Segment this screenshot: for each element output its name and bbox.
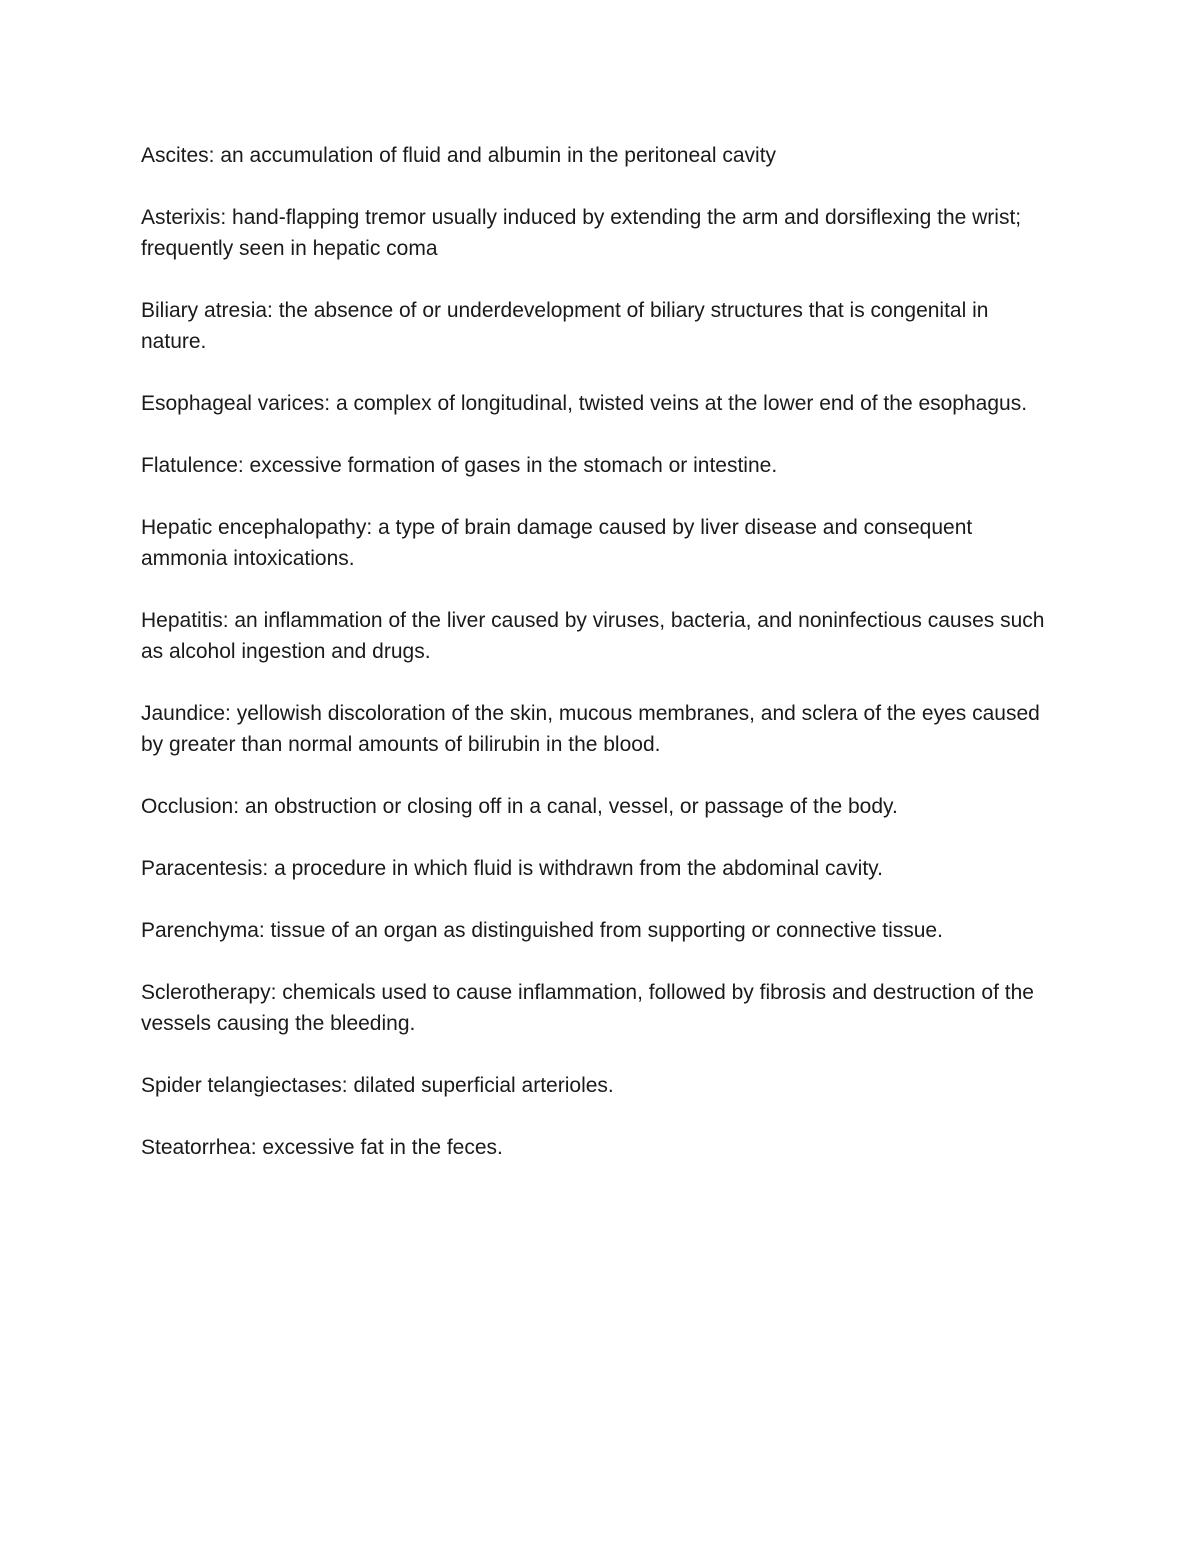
- definition-flatulence: Flatulence: excessive formation of gases in the stomach or intestine.: [141, 454, 778, 477]
- definition-parenchyma: Parenchyma: tissue of an organ as distinguished from supporting or connective tissue.: [141, 919, 943, 942]
- definition-hepatic-encephalopathy: Hepatic encephalopathy: a type of brain damage caused by liver disease and consequent ammonia intoxications.: [141, 516, 973, 570]
- definition-asterixis: Asterixis: hand-flapping tremor usually induced by extending the arm and dorsiflexing the wrist; frequently seen in hepatic coma: [141, 206, 1022, 260]
- definition-occlusion: Occlusion: an obstruction or closing off in a canal, vessel, or passage of the body.: [141, 795, 898, 818]
- definition-spider-telangiectases: Spider telangiectases: dilated superficial arterioles.: [141, 1074, 614, 1097]
- definition-esophageal-varices: Esophageal varices: a complex of longitudinal, twisted veins at the lower end of the esophagus.: [141, 392, 1028, 415]
- definition-biliary-atresia: Biliary atresia: the absence of or underdevelopment of biliary structures that is congenital in nature.: [141, 299, 989, 353]
- definition-paracentesis: Paracentesis: a procedure in which fluid is withdrawn from the abdominal cavity.: [141, 857, 883, 880]
- definition-sclerotherapy: Sclerotherapy: chemicals used to cause inflammation, followed by fibrosis and destruction of the vessels causing the bleeding.: [141, 981, 1034, 1035]
- definition-ascites: Ascites: an accumulation of fluid and albumin in the peritoneal cavity: [141, 144, 777, 167]
- definition-steatorrhea: Steatorrhea: excessive fat in the feces.: [141, 1136, 503, 1159]
- definition-jaundice: Jaundice: yellowish discoloration of the skin, mucous membranes, and sclera of the eyes caused by greater than normal amounts of bilirubin in the blood.: [141, 702, 1040, 756]
- definition-hepatitis: Hepatitis: an inflammation of the liver caused by viruses, bacteria, and noninfectious causes such as alcohol ingestion and drugs.: [141, 609, 1045, 663]
